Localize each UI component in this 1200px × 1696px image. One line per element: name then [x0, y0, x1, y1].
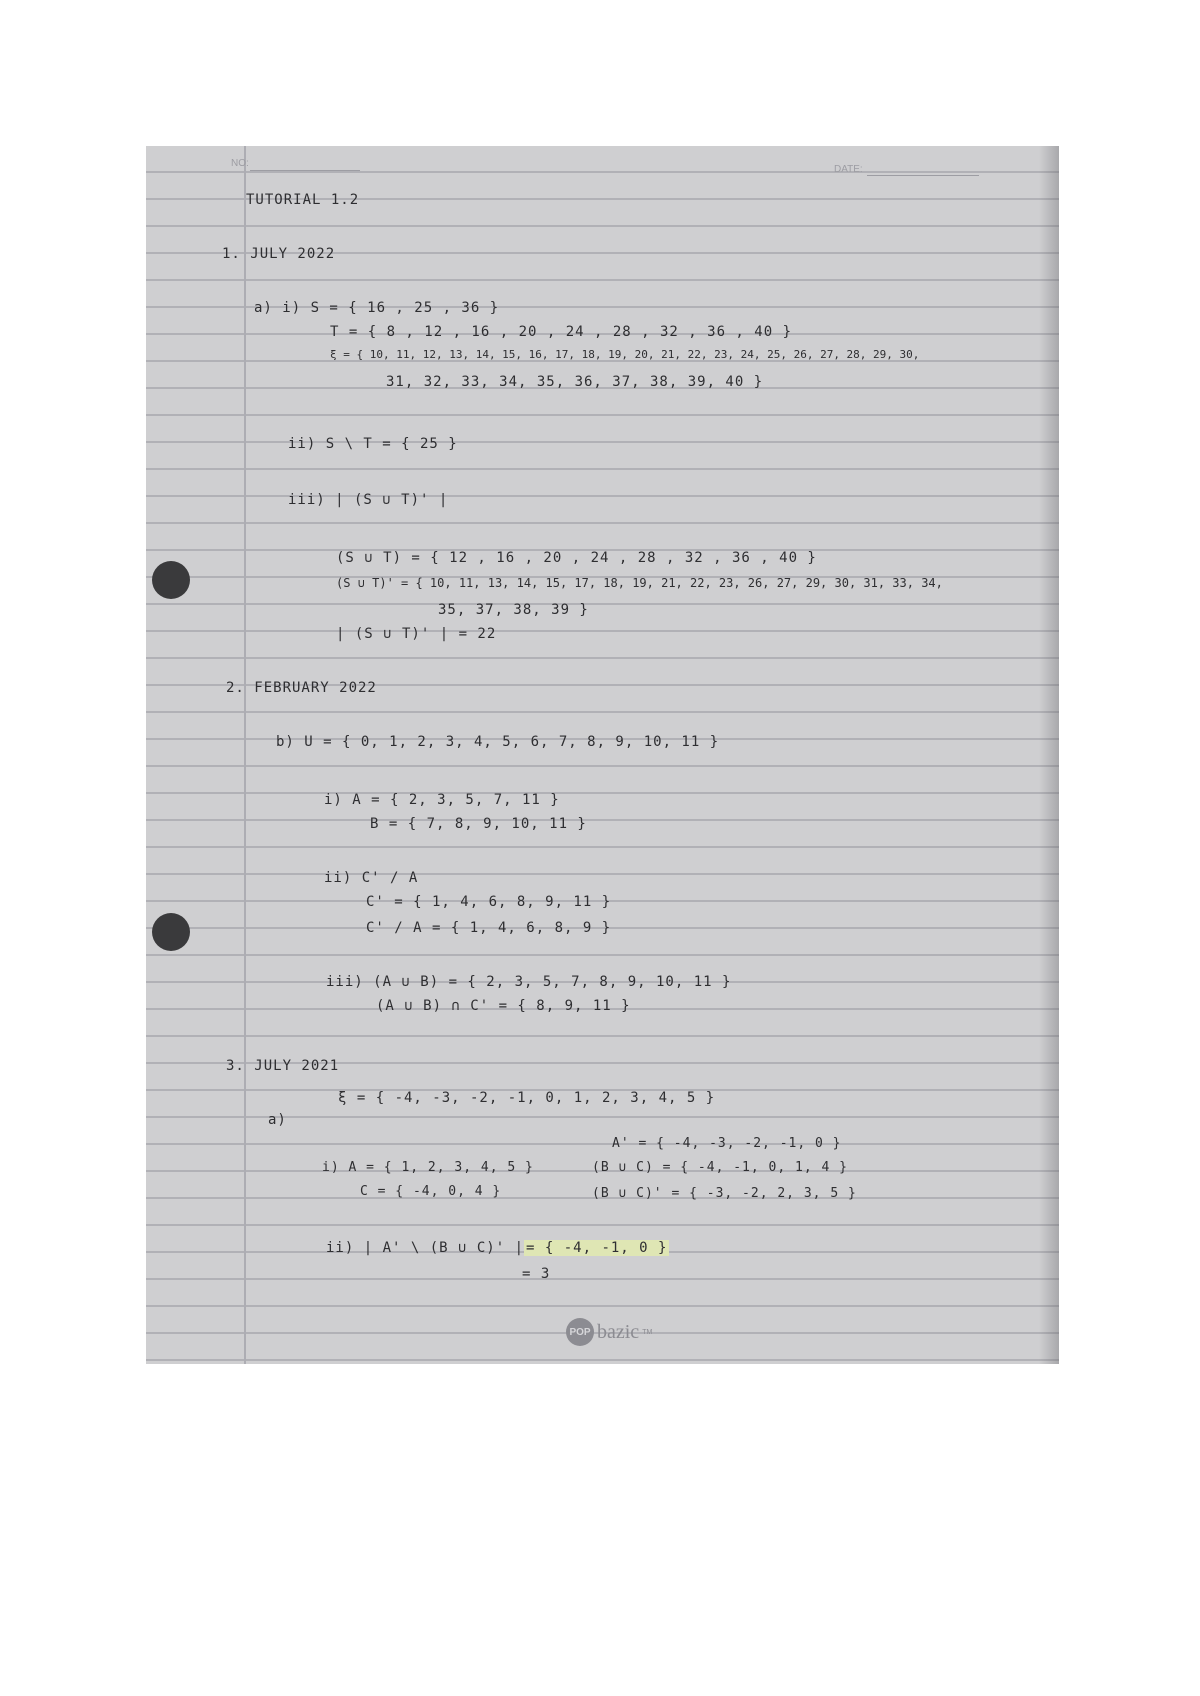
q3-ii-highlighted-result: = { -4, -1, 0 } — [526, 1240, 668, 1256]
q3-a-complement: A' = { -4, -3, -2, -1, 0 } — [612, 1136, 842, 1151]
q1-union-complement: (S ∪ T)' = { 10, 11, 13, 14, 15, 17, 18, 19, 21, 22, 23, 26, 27, 29, 30, 31, 33, 34, — [336, 576, 943, 590]
q2-universal-set: b) U = { 0, 1, 2, 3, 4, 5, 6, 7, 8, 9, 10, 11 } — [276, 734, 720, 750]
tutorial-title: TUTORIAL 1.2 — [246, 192, 360, 208]
notebook-brand — [566, 1318, 652, 1346]
page-edge-shadow — [1039, 146, 1059, 1364]
q1-iii-question: iii) | (S ∪ T)' | — [288, 492, 449, 508]
number-rule — [250, 170, 360, 171]
margin-line — [244, 146, 246, 1364]
q1-ii-difference: ii) S \ T = { 25 } — [288, 436, 458, 452]
q2-iii-intersection: (A ∪ B) ∩ C' = { 8, 9, 11 } — [376, 998, 631, 1014]
q1-union-complement-cont: 35, 37, 38, 39 } — [438, 602, 589, 618]
q1-cardinality: | (S ∪ T)' | = 22 — [336, 626, 497, 642]
q1-t-set: T = { 8 , 12 , 16 , 20 , 24 , 28 , 32 , 36 , 40 } — [330, 324, 793, 340]
q3-b-union-c-complement: (B ∪ C)' = { -3, -2, 2, 3, 5 } — [592, 1186, 857, 1201]
brand-name: bazic — [597, 1320, 640, 1343]
q2-c-complement-minus-a: C' / A = { 1, 4, 6, 8, 9 } — [366, 920, 612, 936]
q3-universal-set: ξ = { -4, -3, -2, -1, 0, 1, 2, 3, 4, 5 } — [338, 1090, 716, 1106]
binder-hole-bottom — [152, 913, 190, 951]
notebook-photo — [146, 146, 1059, 1364]
number-label: NO: — [231, 158, 249, 169]
q1-universal-set: ξ = { 10, 11, 12, 13, 14, 15, 16, 17, 18, 19, 20, 21, 22, 23, 24, 25, 26, 27, 28, 29, 30, — [330, 348, 920, 361]
brand-trademark: TM — [642, 1328, 653, 1336]
q3-part-a: a) — [268, 1112, 287, 1128]
q2-c-complement: C' = { 1, 4, 6, 8, 9, 11 } — [366, 894, 612, 910]
q3-ii-expression: ii) | A' \ (B ∪ C)' | — [326, 1240, 525, 1256]
q3-ii-question — [326, 1240, 669, 1256]
q3-ii-answer: = 3 — [522, 1266, 551, 1282]
q3-heading: 3. JULY 2021 — [226, 1058, 340, 1074]
q3-a-set: i) A = { 1, 2, 3, 4, 5 } — [322, 1160, 534, 1175]
q3-b-union-c: (B ∪ C) = { -4, -1, 0, 1, 4 } — [592, 1160, 848, 1175]
date-label: DATE: — [834, 164, 863, 175]
q2-heading: 2. FEBRUARY 2022 — [226, 680, 377, 696]
q2-ii-question: ii) C' / A — [324, 870, 419, 886]
q1-s-set: a) i) S = { 16 , 25 , 36 } — [254, 300, 500, 316]
date-rule — [867, 175, 979, 176]
q2-iii-union: iii) (A ∪ B) = { 2, 3, 5, 7, 8, 9, 10, 11 } — [326, 974, 732, 990]
q3-c-set: C = { -4, 0, 4 } — [360, 1184, 502, 1199]
q1-heading: 1. JULY 2022 — [222, 246, 336, 262]
q2-a-set: i) A = { 2, 3, 5, 7, 11 } — [324, 792, 560, 808]
q1-union: (S ∪ T) = { 12 , 16 , 20 , 24 , 28 , 32 , 36 , 40 } — [336, 550, 817, 566]
binder-hole-top — [152, 561, 190, 599]
brand-logo-icon: POP — [566, 1318, 594, 1346]
q1-universal-set-cont: 31, 32, 33, 34, 35, 36, 37, 38, 39, 40 } — [386, 374, 764, 390]
q2-b-set: B = { 7, 8, 9, 10, 11 } — [370, 816, 587, 832]
